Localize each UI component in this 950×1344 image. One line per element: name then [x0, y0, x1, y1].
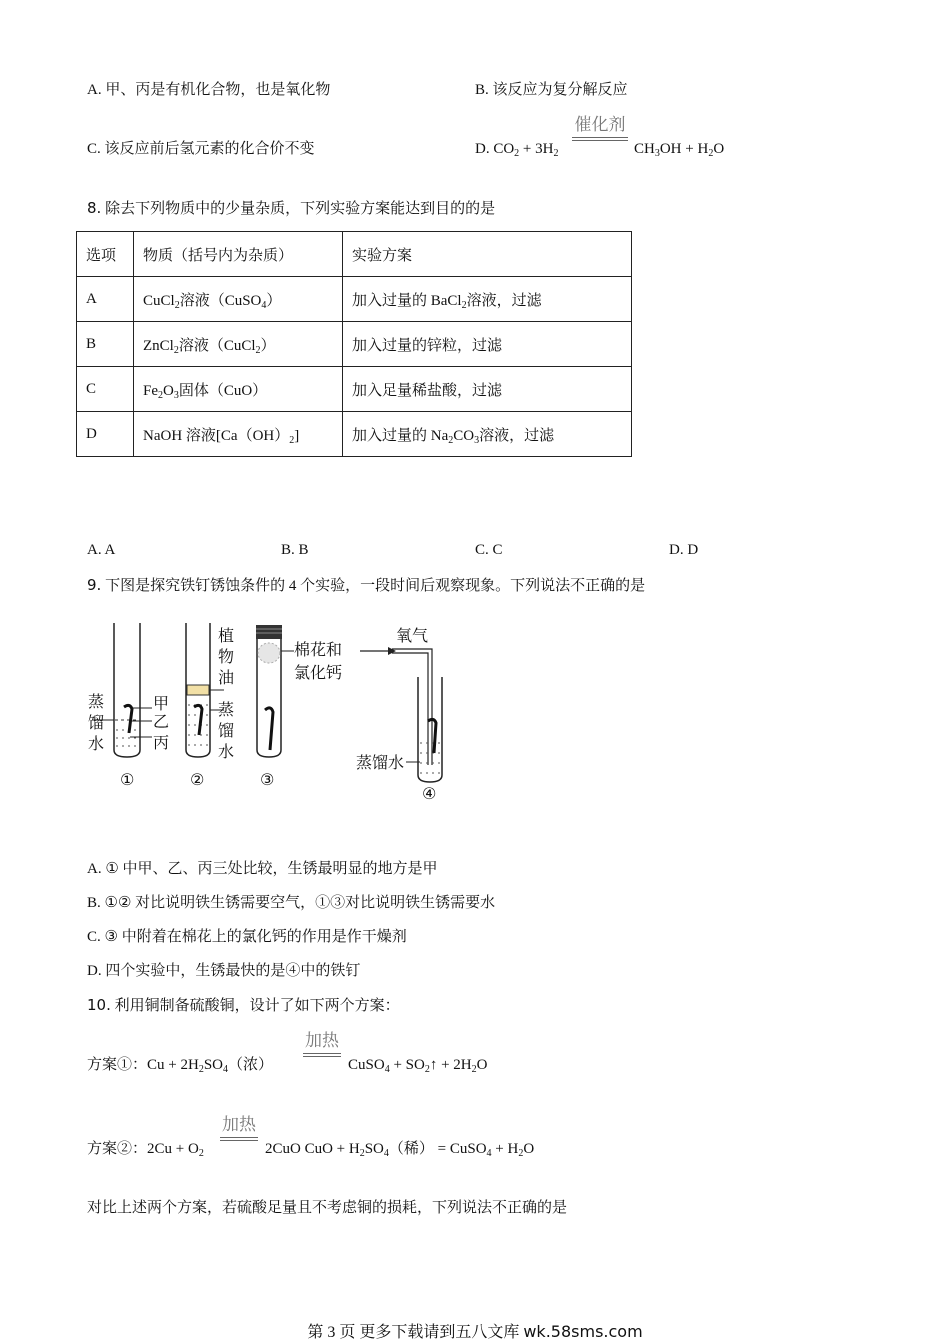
- heat-condition-1: 加热: [301, 1030, 343, 1057]
- mark-jia: 甲: [153, 694, 170, 713]
- table-header: 物质（括号内为杂质）: [134, 232, 343, 277]
- q9-option-b: B. ①② 对比说明铁生锈需要空气，①③对比说明铁生锈需要水: [87, 895, 496, 911]
- plan1-products: CuSO$_4$ + $SO_2↑ + 2H_2O$: [348, 1057, 488, 1075]
- svg-text:氯化钙: 氯化钙: [294, 663, 343, 682]
- table-row: C $Fe_2O_3$固体（CuO） 加入足量稀盐酸，过滤: [77, 367, 632, 412]
- svg-text:物: 物: [218, 647, 235, 666]
- plan2-reactants: 方案②：$2Cu + O_2$: [87, 1141, 204, 1159]
- water-label-1: 蒸: [88, 692, 105, 711]
- tube-number-4: ④: [422, 784, 437, 803]
- oil-label: 植: [218, 626, 235, 645]
- q8-choice-d: D. D: [669, 542, 699, 558]
- q8-stem: 8. 除去下列物质中的少量杂质，下列实验方案能达到目的的是: [87, 199, 496, 217]
- q8-table: [76, 231, 632, 457]
- plan2-products: 2CuO CuO + $H_2SO_4$（稀） = CuSO$_4$ + $H_2O$: [265, 1141, 535, 1159]
- cotton-label: 棉花和: [294, 640, 343, 659]
- q7-option-b: B. 该反应为复分解反应: [475, 82, 628, 98]
- q10-tail: 对比上述两个方案，若硫酸足量且不考虑铜的损耗，下列说法不正确的是: [87, 1200, 568, 1216]
- q9-option-d: D. 四个实验中，生锈最快的是④中的铁钉: [87, 963, 361, 979]
- table-header: 实验方案: [343, 232, 632, 277]
- q9-figure: [80, 615, 480, 810]
- q10-stem: 10. 利用铜制备硫酸铜，设计了如下两个方案：: [87, 996, 400, 1014]
- footer-text: 第 3 页 更多下载请到五八文库: [307, 1324, 524, 1341]
- q9-option-a: A. ① 中甲、乙、丙三处比较，生锈最明显的地方是甲: [87, 861, 438, 877]
- svg-text:馏: 馏: [88, 713, 105, 732]
- svg-text:油: 油: [218, 668, 235, 687]
- table-row: D NaOH 溶液$[Ca(OH)_2]$ 加入过量的 $Na_2CO_3$溶液，过滤: [77, 412, 632, 457]
- catalyst-condition: 催化剂: [570, 114, 630, 141]
- table-header-row: [77, 232, 632, 277]
- tube-number-3: ③: [260, 770, 275, 789]
- page-footer: [0, 1322, 950, 1343]
- water-label-2: 蒸: [218, 700, 235, 719]
- oxygen-label: 氧气: [396, 626, 429, 645]
- table-row: A CuCl$_2$溶液（CuSO$_4$） 加入过量的 BaCl$_2$溶液，过滤: [77, 277, 632, 322]
- heat-condition-2: 加热: [218, 1114, 260, 1141]
- svg-text:馏: 馏: [218, 721, 235, 740]
- q7-option-a: A. 甲、丙是有机化合物，也是氧化物: [87, 82, 331, 98]
- tube-number-2: ②: [190, 770, 205, 789]
- q9-option-c: C. ③ 中附着在棉花上的氯化钙的作用是作干燥剂: [87, 929, 407, 945]
- plan1-reactants: 方案①：$Cu + 2H_2SO_4$（浓）: [87, 1057, 274, 1075]
- q8-choice-a: A. A: [87, 542, 116, 558]
- svg-text:水: 水: [88, 734, 105, 753]
- mark-bing: 丙: [153, 733, 170, 752]
- footer-site-link[interactable]: wk.58sms.com: [523, 1322, 643, 1341]
- q9-stem: 9. 下图是探究铁钉锈蚀条件的 4 个实验，一段时间后观察现象。下列说法不正确的是: [87, 576, 646, 594]
- tube-number-1: ①: [120, 770, 135, 789]
- q7-option-d-product: $CH_3OH + H_2O$: [634, 141, 725, 159]
- table-row: B ZnCl$_2$溶液（CuCl$_2$） 加入过量的锌粒，过滤: [77, 322, 632, 367]
- q7-option-d: D. $CO_2 + 3H_2$: [475, 141, 559, 159]
- water-label-4: 蒸馏水: [356, 753, 405, 772]
- svg-text:水: 水: [218, 742, 235, 761]
- q8-choice-b: B. B: [281, 542, 309, 558]
- q7-option-c: C. 该反应前后氢元素的化合价不变: [87, 141, 315, 157]
- mark-yi: 乙: [153, 712, 170, 731]
- q8-choice-c: C. C: [475, 542, 503, 558]
- test-tube-3: [256, 625, 294, 757]
- table-header: 选项: [77, 232, 134, 277]
